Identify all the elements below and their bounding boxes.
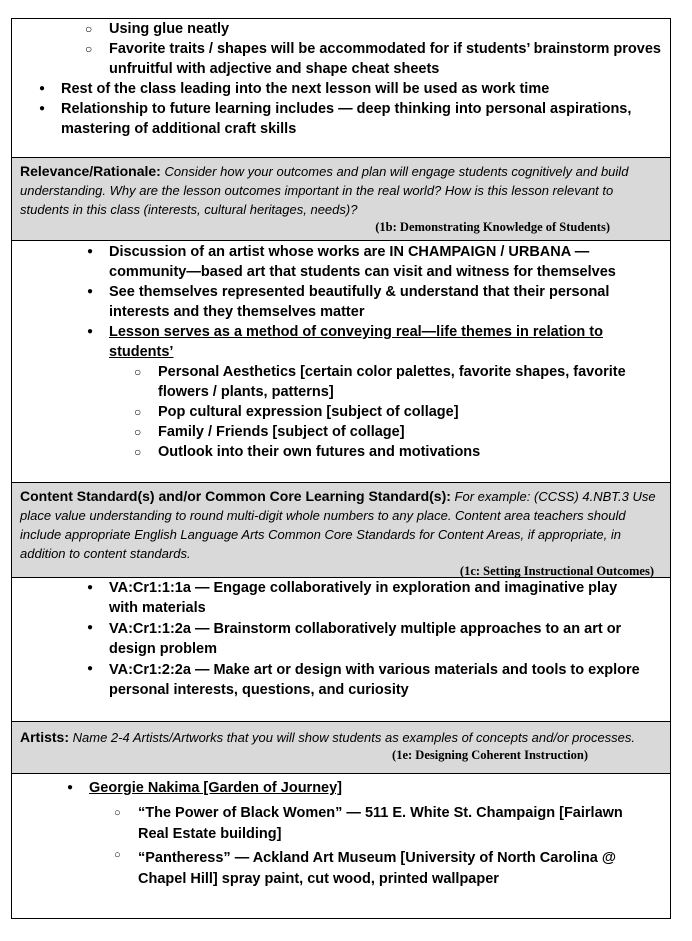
relevance-content <box>12 241 670 483</box>
list-item: ○ “The Power of Black Women” — 511 E. White St. Champaign [Fairlawn Real Estate building] <box>138 803 646 845</box>
artists-label: Artists: <box>20 729 70 745</box>
list-item: ● Discussion of an artist whose works are IN CHAMPAIGN / URBANA — community—based art that students can visit and witness for themselves <box>109 242 646 282</box>
continued-content-section <box>12 19 670 158</box>
list-item: ● VA:Cr1:2:2a — Make art or design with various materials and tools to explore personal interests, questions, and curiosity <box>109 659 646 700</box>
relevance-list <box>12 242 670 362</box>
relevance-reference: (1b: Demonstrating Knowledge of Students) <box>375 220 610 234</box>
main-list <box>12 79 670 139</box>
lesson-plan-table <box>11 18 671 919</box>
standards-list <box>12 578 670 700</box>
list-item: ● VA:Cr1:1:2a — Brainstorm collaboratively multiple approaches to an art or design problem <box>109 618 646 659</box>
artists-content <box>12 774 670 919</box>
list-item: ○ Personal Aesthetics [certain color palettes, favorite shapes, favorite flowers / plants, patterns] <box>158 362 650 402</box>
relevance-header <box>12 158 670 241</box>
list-item: ○ Using glue neatly <box>109 19 670 39</box>
relevance-prompt: Consider how your outcomes and plan will engage students cognitively and build understanding. Why are the lesson outcomes important in the real world? How is this lesson relevant to students in this class (interests, cultural heritages, needs)? <box>20 164 629 217</box>
standards-content <box>12 578 670 722</box>
sub-list <box>12 19 670 79</box>
list-item: ○ “Pantheress” — Ackland Art Museum [University of North Carolina @ Chapel Hill] spray paint, cut wood, printed wallpaper <box>138 845 646 890</box>
list-item: ○ Family / Friends [subject of collage] <box>158 422 650 442</box>
artist-list <box>12 778 670 798</box>
standards-prompt: For example: (CCSS) 4.NBT.3 Use place value understanding to round multi-digit whole numbers to any place. Content area teachers should include appropriate English Language Arts Common Core Standards for Content Areas, if appropriate, in addition to content standards. <box>20 489 656 561</box>
list-item: ○ Favorite traits / shapes will be accommodated for if students’ brainstorm proves unfruitful with adjective and shape cheat sheets <box>109 39 670 79</box>
relevance-sub-list <box>12 362 670 462</box>
list-item: ○ Outlook into their own futures and motivations <box>158 442 650 462</box>
standards-reference: (1c: Setting Instructional Outcomes) <box>459 564 654 578</box>
artists-header <box>12 722 670 774</box>
artists-prompt: Name 2-4 Artists/Artworks that you will show students as examples of concepts and/or processes. <box>72 730 636 745</box>
artwork-list <box>12 798 670 890</box>
artists-reference: (1e: Designing Coherent Instruction) <box>392 748 588 762</box>
list-item: ● Rest of the class leading into the next lesson will be used as work time <box>61 79 670 99</box>
list-item: ● Relationship to future learning includes — deep thinking into personal aspirations, mastering of additional craft skills <box>61 99 670 139</box>
standards-header <box>12 483 670 578</box>
relevance-label: Relevance/Rationale: <box>20 163 161 179</box>
artist-name: ● Georgie Nakima [Garden of Journey] <box>89 778 670 798</box>
standards-label: Content Standard(s) and/or Common Core Learning Standard(s): <box>20 488 451 504</box>
list-item: ● VA:Cr1:1:1a — Engage collaboratively in exploration and imaginative play with materials <box>109 578 646 618</box>
list-item: ● See themselves represented beautifully & understand that their personal interests and they themselves matter <box>109 282 646 322</box>
list-item: ● Lesson serves as a method of conveying real—life themes in relation to students’ <box>109 322 646 362</box>
list-item: ○ Pop cultural expression [subject of collage] <box>158 402 650 422</box>
